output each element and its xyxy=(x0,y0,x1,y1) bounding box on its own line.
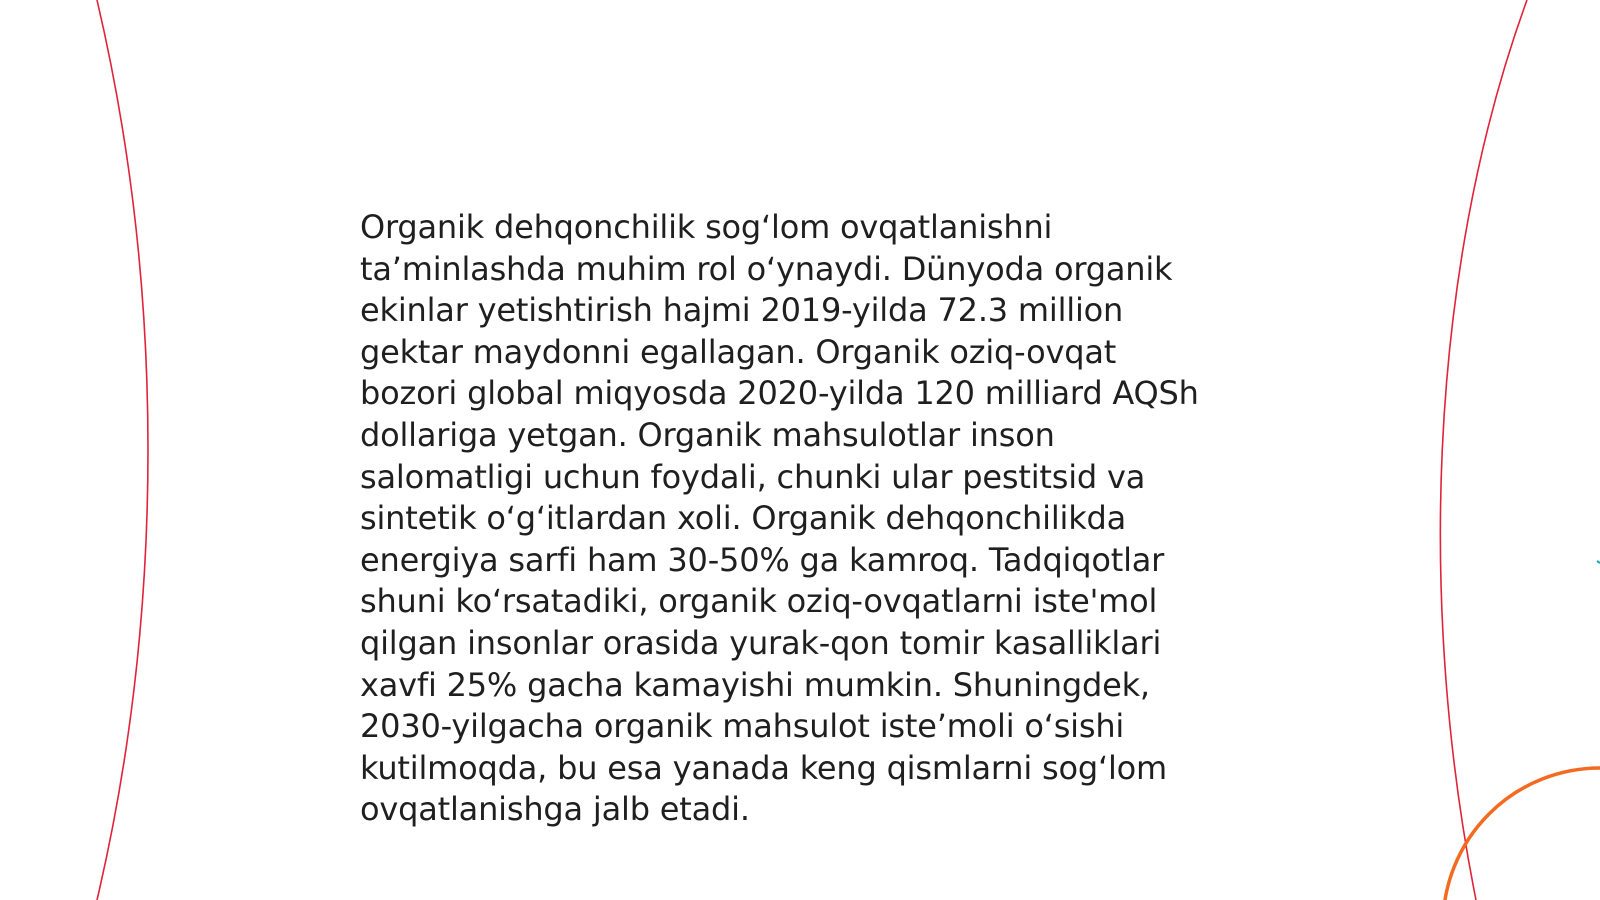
right-curve xyxy=(1440,0,1527,900)
slide-body-text: Organik dehqonchilik sogʻlom ovqatlanishni taʼminlashda muhim rol oʻynaydi. Dünyoda organik ekinlar yetishtirish hajmi 2019-yilda 72.3 million gektar maydonni egallagan. Organik oziq-ovqat bozori global miqyosda 2020-yilda 120 milliard AQSh dollariga yetgan. Organik mahsulotlar inson salomatligi uchun foydali, chunki ular pestitsid va sintetik oʻgʻitlardan xoli. Organik dehqonchilikda energiya sarfi ham 30-50% ga kamroq. Tadqiqotlar shuni koʻrsatadiki, organik oziq-ovqatlarni iste'mol qilgan insonlar orasida yurak-qon tomir kasalliklari xavfi 25% gacha kamayishi mumkin. Shuningdek, 2030-yilgacha organik mahsulot isteʼmoli oʻsishi kutilmoqda, bu esa yanada keng qismlarni sogʻlom ovqatlanishga jalb etadi. xyxy=(360,208,1199,829)
orange-circle xyxy=(1443,768,1600,900)
left-curve xyxy=(97,0,148,900)
